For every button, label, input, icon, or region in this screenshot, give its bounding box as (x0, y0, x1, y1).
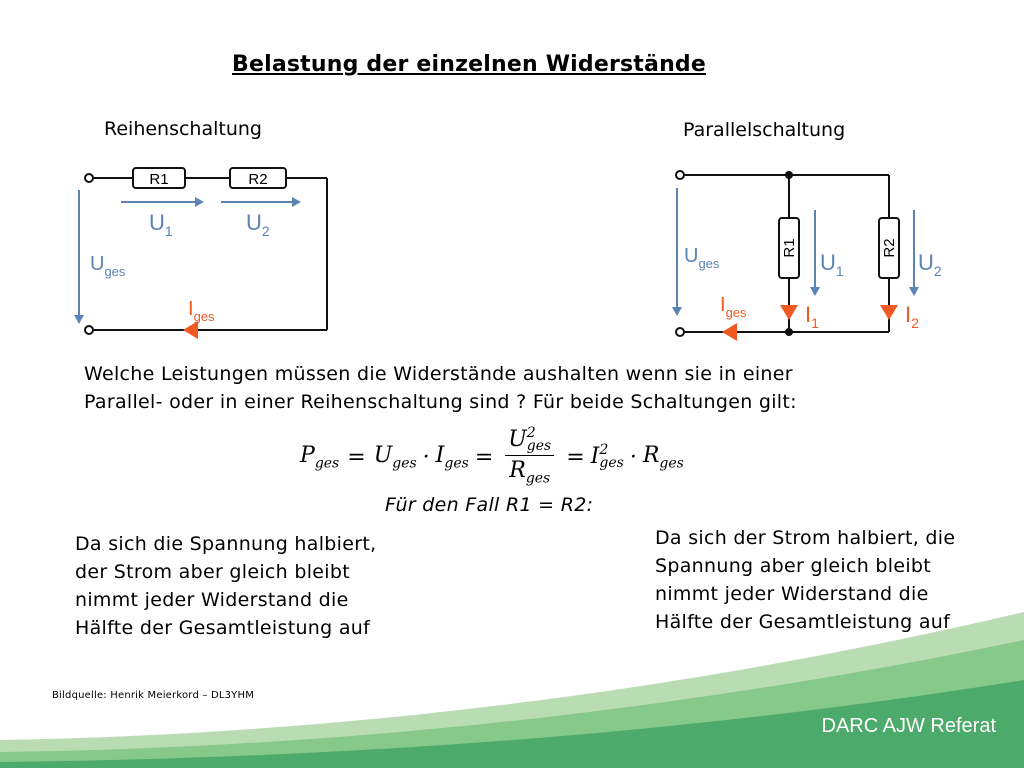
footer-wave-decoration (0, 610, 1024, 768)
series-heading: Reihenschaltung (104, 118, 262, 140)
series-u1-arrow (121, 197, 204, 207)
parallel-i2-label: $I_2$ (905, 302, 919, 331)
parallel-heading: Parallelschaltung (683, 119, 846, 141)
formula-r: $R_{ges}$ (642, 442, 684, 472)
parallel-iges-label: $I_{ges}$ (720, 294, 747, 320)
parallel-i2-arrow (880, 305, 898, 320)
parallel-r2-label: R2 (881, 238, 898, 258)
formula-i: $I_{ges}$ (435, 442, 469, 472)
page-title: Belastung der einzelnen Widerstände (232, 52, 707, 77)
question-line-1: Welche Leistungen müssen die Widerstände aushalten wenn sie in einer (84, 363, 793, 385)
formula-fraction: U 2 ges $R_{ges}$ (505, 427, 554, 486)
question-line-2: Parallel- oder in einer Reihenschaltung sind ? Für beide Schaltungen gilt: (84, 391, 797, 413)
series-u2-label: $U_2$ (246, 210, 270, 239)
series-terminal-top (85, 174, 93, 182)
parallel-i1-label: $I_1$ (805, 302, 819, 331)
series-uges-arrow (74, 190, 84, 324)
footer-label: DARC AJW Referat (821, 715, 996, 737)
series-explanation: Da sich die Spannung halbiert, der Strom aber gleich bleibt nimmt jeder Widerstand die Hälfte der Gesamtleistung auf (75, 533, 377, 639)
series-wires (91, 178, 327, 330)
formula-p: $P_{ges}$ (300, 442, 340, 472)
parallel-u1-arrow (810, 210, 820, 296)
parallel-node-top (785, 171, 793, 179)
parallel-explanation: Da sich der Strom halbiert, die Spannung aber gleich bleibt nimmt jeder Widerstand die Hälfte der Gesamtleistung auf (655, 527, 956, 633)
parallel-r1-label: R1 (781, 238, 798, 258)
formula-u: $U_{ges}$ (373, 442, 417, 472)
parallel-node-bottom (785, 328, 793, 336)
parallel-circuit-diagram (670, 160, 960, 350)
parallel-u2-label: $U_2$ (918, 250, 942, 279)
case-text: Für den Fall R1 = R2: (385, 494, 594, 516)
parallel-uges-label: $U_{ges}$ (684, 245, 720, 271)
image-source: Bildquelle: Henrik Meierkord – DL3YHM (52, 690, 255, 701)
series-r2-label: R2 (248, 171, 268, 188)
series-u2-arrow (221, 197, 301, 207)
parallel-i1-arrow (780, 305, 798, 320)
series-iges-label: $I_{ges}$ (188, 298, 215, 324)
series-terminal-bottom (85, 326, 93, 334)
series-circuit-diagram (70, 150, 360, 350)
power-formula: $P_{ges}$ = $U_{ges}$ · $I_{ges}$ = U 2 ges $R_{ges}$ = I 2 ges · $R_{ges}$ (300, 425, 684, 487)
series-r1-label: R1 (149, 171, 169, 188)
series-u1-label: $U_1$ (149, 210, 173, 239)
parallel-terminal-top (676, 171, 684, 179)
formula-i-squared: I 2 ges (590, 442, 624, 471)
parallel-uges-arrow (672, 188, 682, 316)
series-uges-label: $U_{ges}$ (90, 253, 126, 279)
parallel-terminal-bottom (676, 328, 684, 336)
parallel-u1-label: $U_1$ (820, 250, 844, 279)
parallel-iges-arrow (722, 323, 737, 341)
question-text (84, 360, 797, 416)
